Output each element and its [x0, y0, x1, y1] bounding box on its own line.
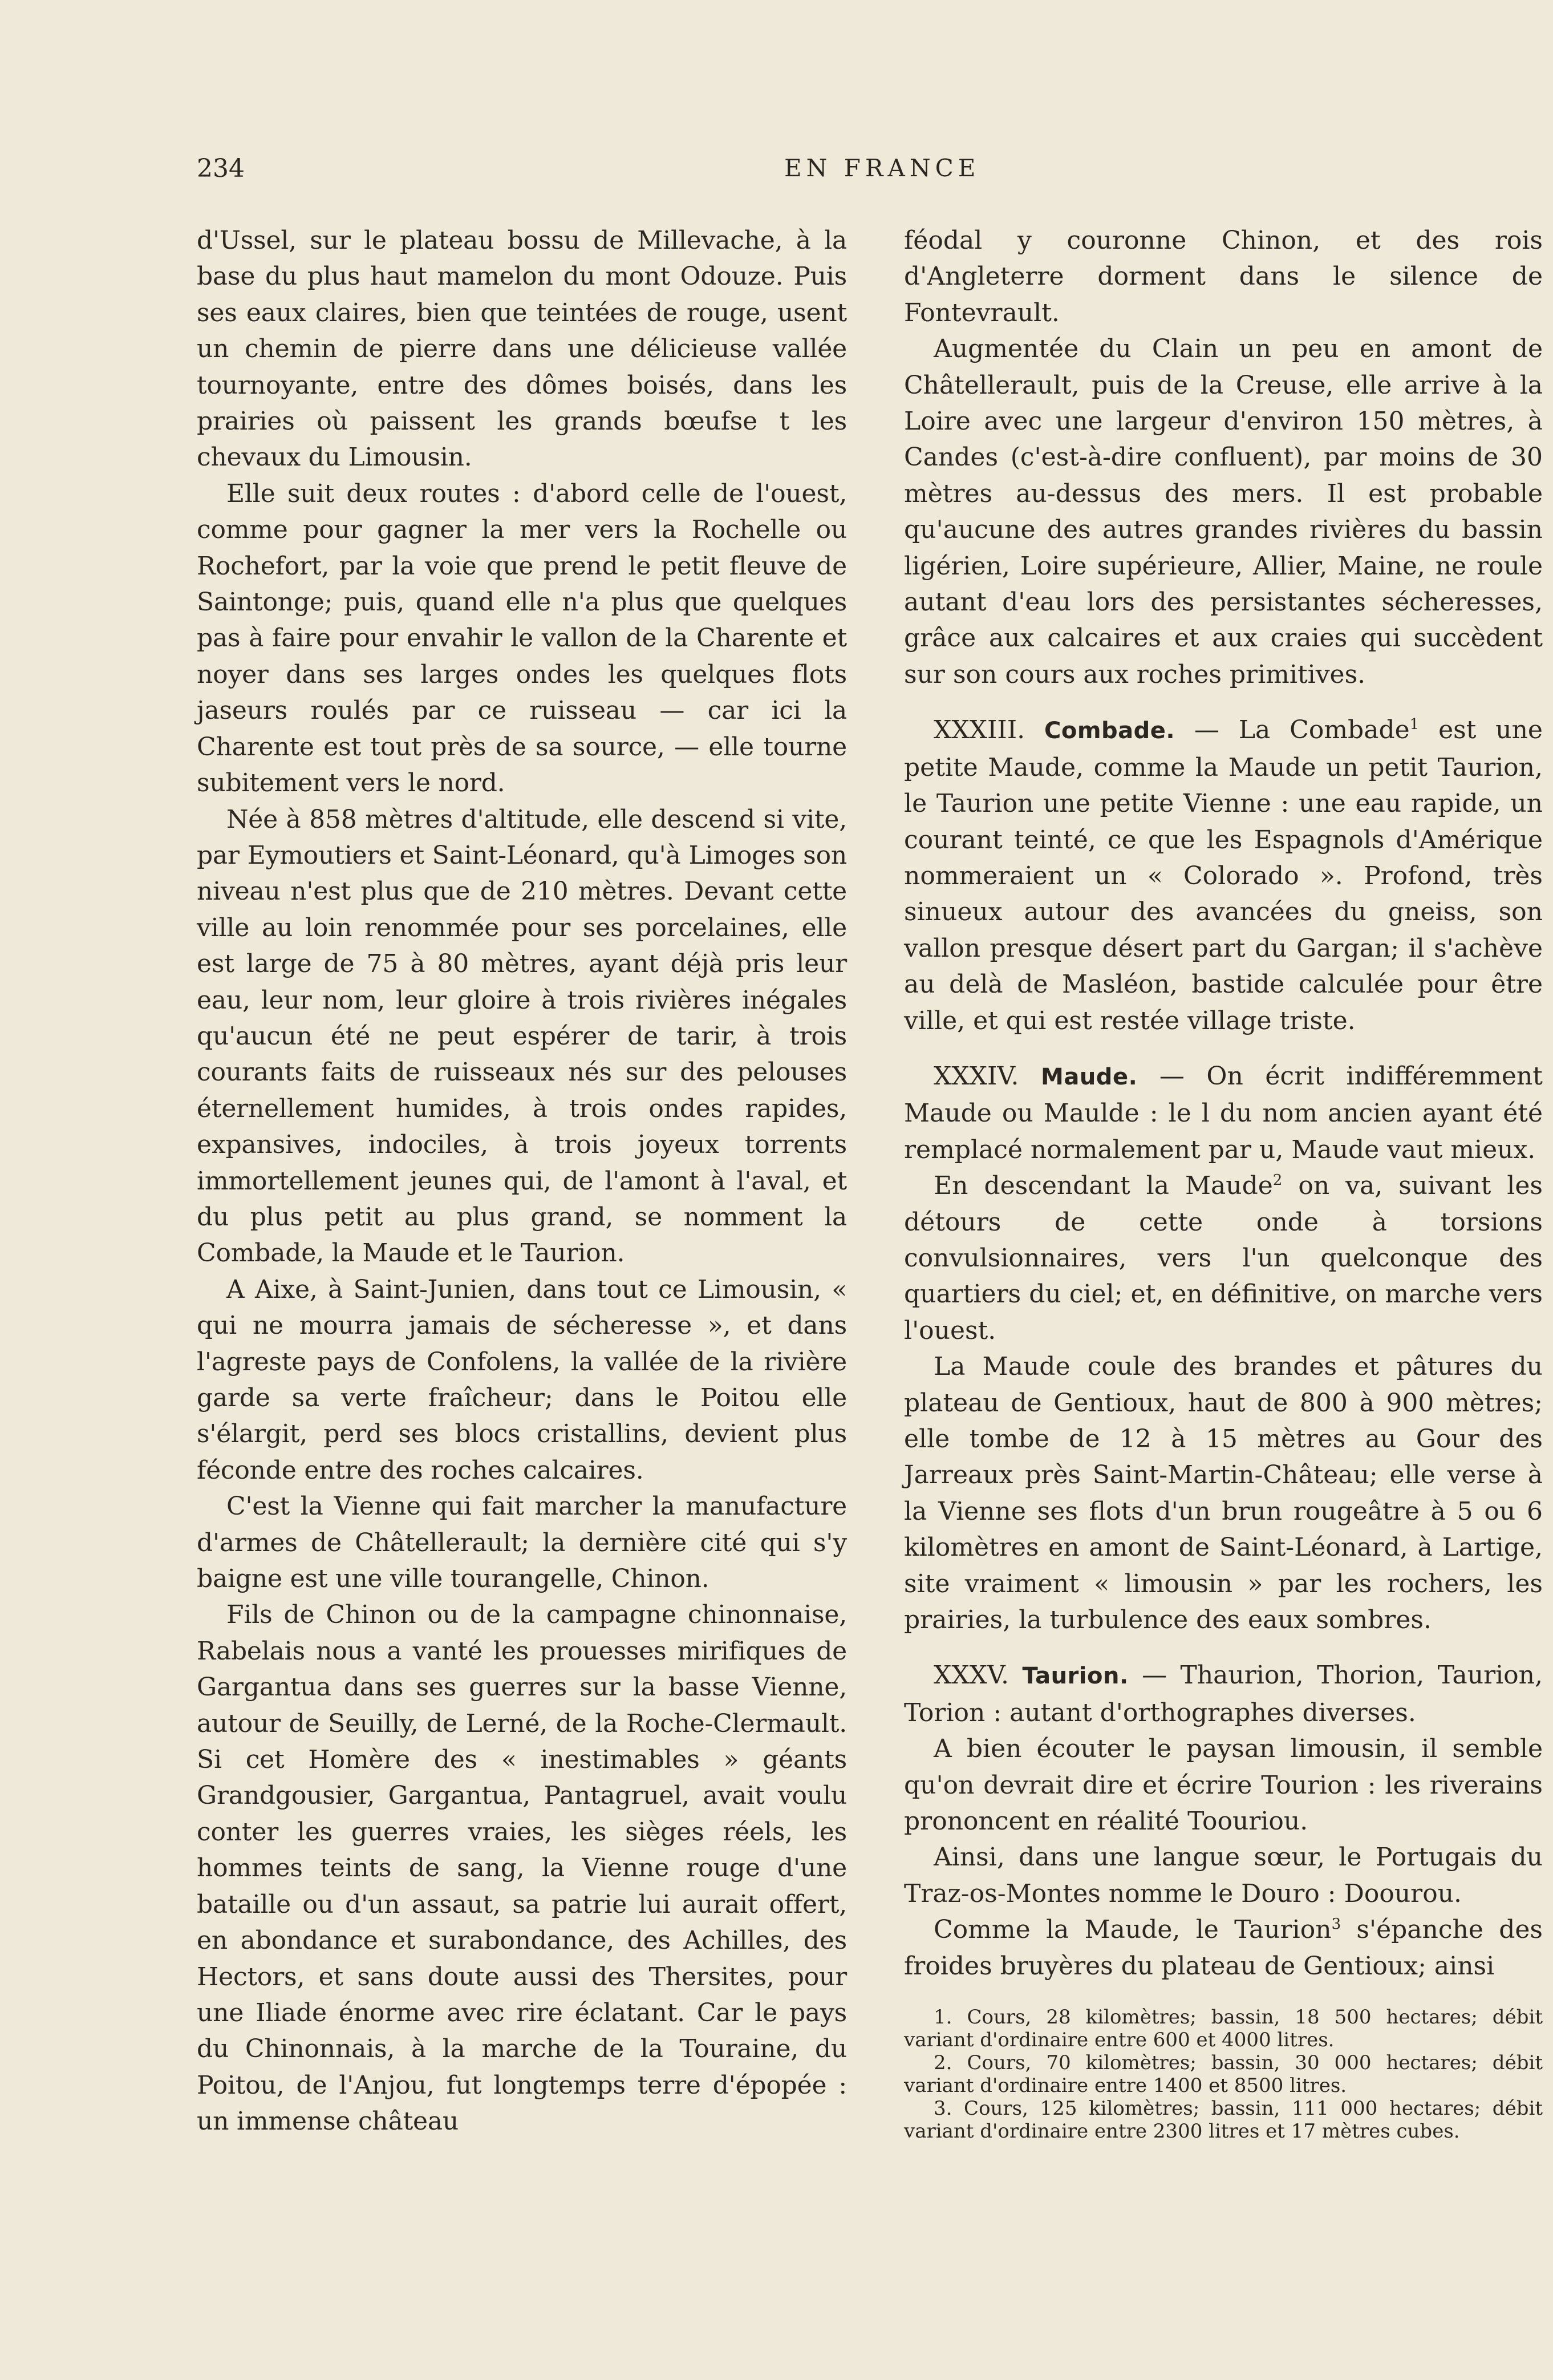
right-column: [904, 222, 1543, 2143]
section-maude: [904, 1058, 1543, 1168]
running-title: EN FRANCE: [784, 154, 980, 182]
section-title: Taurion.: [1022, 1663, 1129, 1690]
paragraph: Elle suit deux routes : d'abord celle de l'ouest, comme pour gagner la mer vers la Rochelle ou Rochefort, par la voie que prend le petit fleuve de Saintonge; puis, quand elle n'a plus que quelques pas à faire pour envahir le vallon de la Charente et noyer dans ses larges ondes les quelques flots jaseurs roulés par ce ruisseau — car ici la Charente est tout près de sa source, — elle tourne subitement vers le nord.: [197, 479, 847, 798]
paragraph-text: Comme la Maude, le Taurion: [934, 1915, 1332, 1945]
page-header: [197, 154, 1531, 194]
paragraph: Ainsi, dans une langue sœur, le Portugais du Traz-os-Montes nomme le Douro : Doourou.: [904, 1843, 1543, 1908]
paragraph: [904, 1168, 1543, 1349]
paragraph: A Aixe, à Saint-Junien, dans tout ce Limousin, « qui ne mourra jamais de sécheresse », et dans l'agreste pays de Confolens, la vallée de la rivière garde sa verte fraîcheur; dans le Poitou elle s'élargit, perd ses blocs cristallins, devient plus féconde entre des roches calcaires.: [197, 1274, 847, 1485]
section-text: — Thaurion, Thorion, Taurion, Torion : autant d'orthographes diverses.: [904, 1661, 1543, 1727]
section-text: est une petite Maude, comme la Maude un petit Taurion, le Taurion une petite Vienne : une eau rapide, un courant teinté, ce que les Espagnols d'Amérique nommeraient un « Colorado ». Profond, très sinueux autour des avancées du gneiss, son vallon presque désert part du Gargan; il s'achève au delà de Masléon, bastide calculée pour être ville, et qui est restée village triste.: [904, 715, 1543, 1035]
left-column: [197, 222, 847, 2140]
section-numeral: XXXIV.: [934, 1061, 1019, 1091]
page-number: 234: [197, 154, 245, 183]
footnote: 2. Cours, 70 kilomètres; bassin, 30 000 hectares; débit variant d'ordinaire entre 1400 et 8500 litres.: [904, 2051, 1543, 2098]
paragraph-text: s'épanche des froides bruyères du plateau de Gentioux; ainsi: [904, 1915, 1543, 1981]
paragraph-text: En descendant la Maude: [934, 1171, 1273, 1201]
section-combade: [904, 712, 1543, 1039]
paragraph: La Maude coule des brandes et pâtures du plateau de Gentioux, haut de 800 à 900 mètres; elle tombe de 12 à 15 mètres au Gour des Jarreaux près Saint-Martin-Château; elle verse à la Vienne ses flots d'un brun rougeâtre à 5 ou 6 kilomètres en amont de Saint-Léonard, à Lartige, site vraiment « limousin » par les rochers, les prairies, la turbulence des eaux sombres.: [904, 1352, 1543, 1635]
section-title: Maude.: [1041, 1063, 1138, 1090]
paragraph: C'est la Vienne qui fait marcher la manufacture d'armes de Châtellerault; la dernière cité qui s'y baigne est une ville tourangelle, Chinon.: [197, 1492, 847, 1594]
section-numeral: XXXIII.: [934, 715, 1025, 745]
paragraph: féodal y couronne Chinon, et des rois d'Angleterre dorment dans le silence de Fontevrault.: [904, 226, 1543, 327]
section-numeral: XXXV.: [934, 1661, 1009, 1690]
paragraph: A bien écouter le paysan limousin, il semble qu'on devrait dire et écrire Tourion : les riverains prononcent en réalité Toouriou.: [904, 1734, 1543, 1836]
section-text: — On écrit indifféremment Maude ou Maulde : le l du nom ancien ayant été remplacé normalement par u, Maude vaut mieux.: [904, 1061, 1543, 1164]
paragraph: Augmentée du Clain un peu en amont de Châtellerault, puis de la Creuse, elle arrive à la Loire avec une largeur d'environ 150 mètres, à Candes (c'est-à-dire confluent), par moins de 30 mètres au-dessus des mers. Il est probable qu'aucune des autres grandes rivières du bassin ligérien, Loire supérieure, Allier, Maine, ne roule autant d'eau lors des persistantes sécheresses, grâce aux calcaires et aux craies qui succèdent sur son cours aux roches primitives.: [904, 334, 1543, 689]
paragraph: [904, 1912, 1543, 1984]
footnote-ref: 1: [1409, 716, 1420, 734]
paragraph-text: on va, suivant les détours de cette onde à torsions convulsionnaires, vers l'un quelconque des quartiers du ciel; et, en définitive, on marche vers l'ouest.: [904, 1171, 1543, 1345]
footnotes: [904, 2006, 1543, 2143]
footnote-ref: 2: [1272, 1172, 1283, 1189]
paragraph: Fils de Chinon ou de la campagne chinonnaise, Rabelais nous a vanté les prouesses mirifiques de Gargantua dans ses guerres sur la basse Vienne, autour de Seuilly, de Lerné, de la Roche-Clermault. Si cet Homère des « inestimables » géants Grandgousier, Gargantua, Pantagruel, avait voulu conter les guerres vraies, les sièges réels, les hommes teints de sang, la Vienne rouge d'une bataille ou d'un assaut, sa patrie lui aurait offert, en abondance et surabondance, des Achilles, des Hectors, et sans doute aussi des Thersites, pour une Iliade énorme avec rire éclatant. Car le pays du Chinonnais, à la marche de la Touraine, du Poitou, de l'Anjou, fut longtemps terre d'épopée : un immense château: [197, 1600, 847, 2136]
section-text: — La Combade: [1175, 715, 1410, 745]
footnote-ref: 3: [1331, 1916, 1341, 1933]
paragraph: d'Ussel, sur le plateau bossu de Millevache, à la base du plus haut mamelon du mont Odouze. Puis ses eaux claires, bien que teintées de rouge, usent un chemin de pierre dans une délicieuse vallée tournoyante, entre des dômes boisés, dans les prairies où paissent les grands bœufse t les chevaux du Limousin.: [197, 226, 847, 472]
section-title: Combade.: [1044, 718, 1175, 744]
section-taurion: [904, 1657, 1543, 1731]
footnote: 3. Cours, 125 kilomètres; bassin, 111 000 hectares; débit variant d'ordinaire entre 2300 litres et 17 mètres cubes.: [904, 2097, 1543, 2143]
footnote: 1. Cours, 28 kilomètres; bassin, 18 500 hectares; débit variant d'ordinaire entre 600 et 4000 litres.: [904, 2006, 1543, 2052]
paragraph: Née à 858 mètres d'altitude, elle descend si vite, par Eymoutiers et Saint-Léonard, qu'à Limoges son niveau n'est plus que de 210 mètres. Devant cette ville au loin renommée pour ses porcelaines, elle est large de 75 à 80 mètres, ayant déjà pris leur eau, leur nom, leur gloire à trois rivières inégales qu'aucun été ne peut espérer de tarir, à trois courants faits de ruisseaux nés sur des pelouses éternellement humides, à trois ondes rapides, expansives, indociles, à trois joyeux torrents immortellement jeunes qui, de l'amont à l'aval, et du plus petit au plus grand, se nomment la Combade, la Maude et le Taurion.: [197, 804, 847, 1268]
